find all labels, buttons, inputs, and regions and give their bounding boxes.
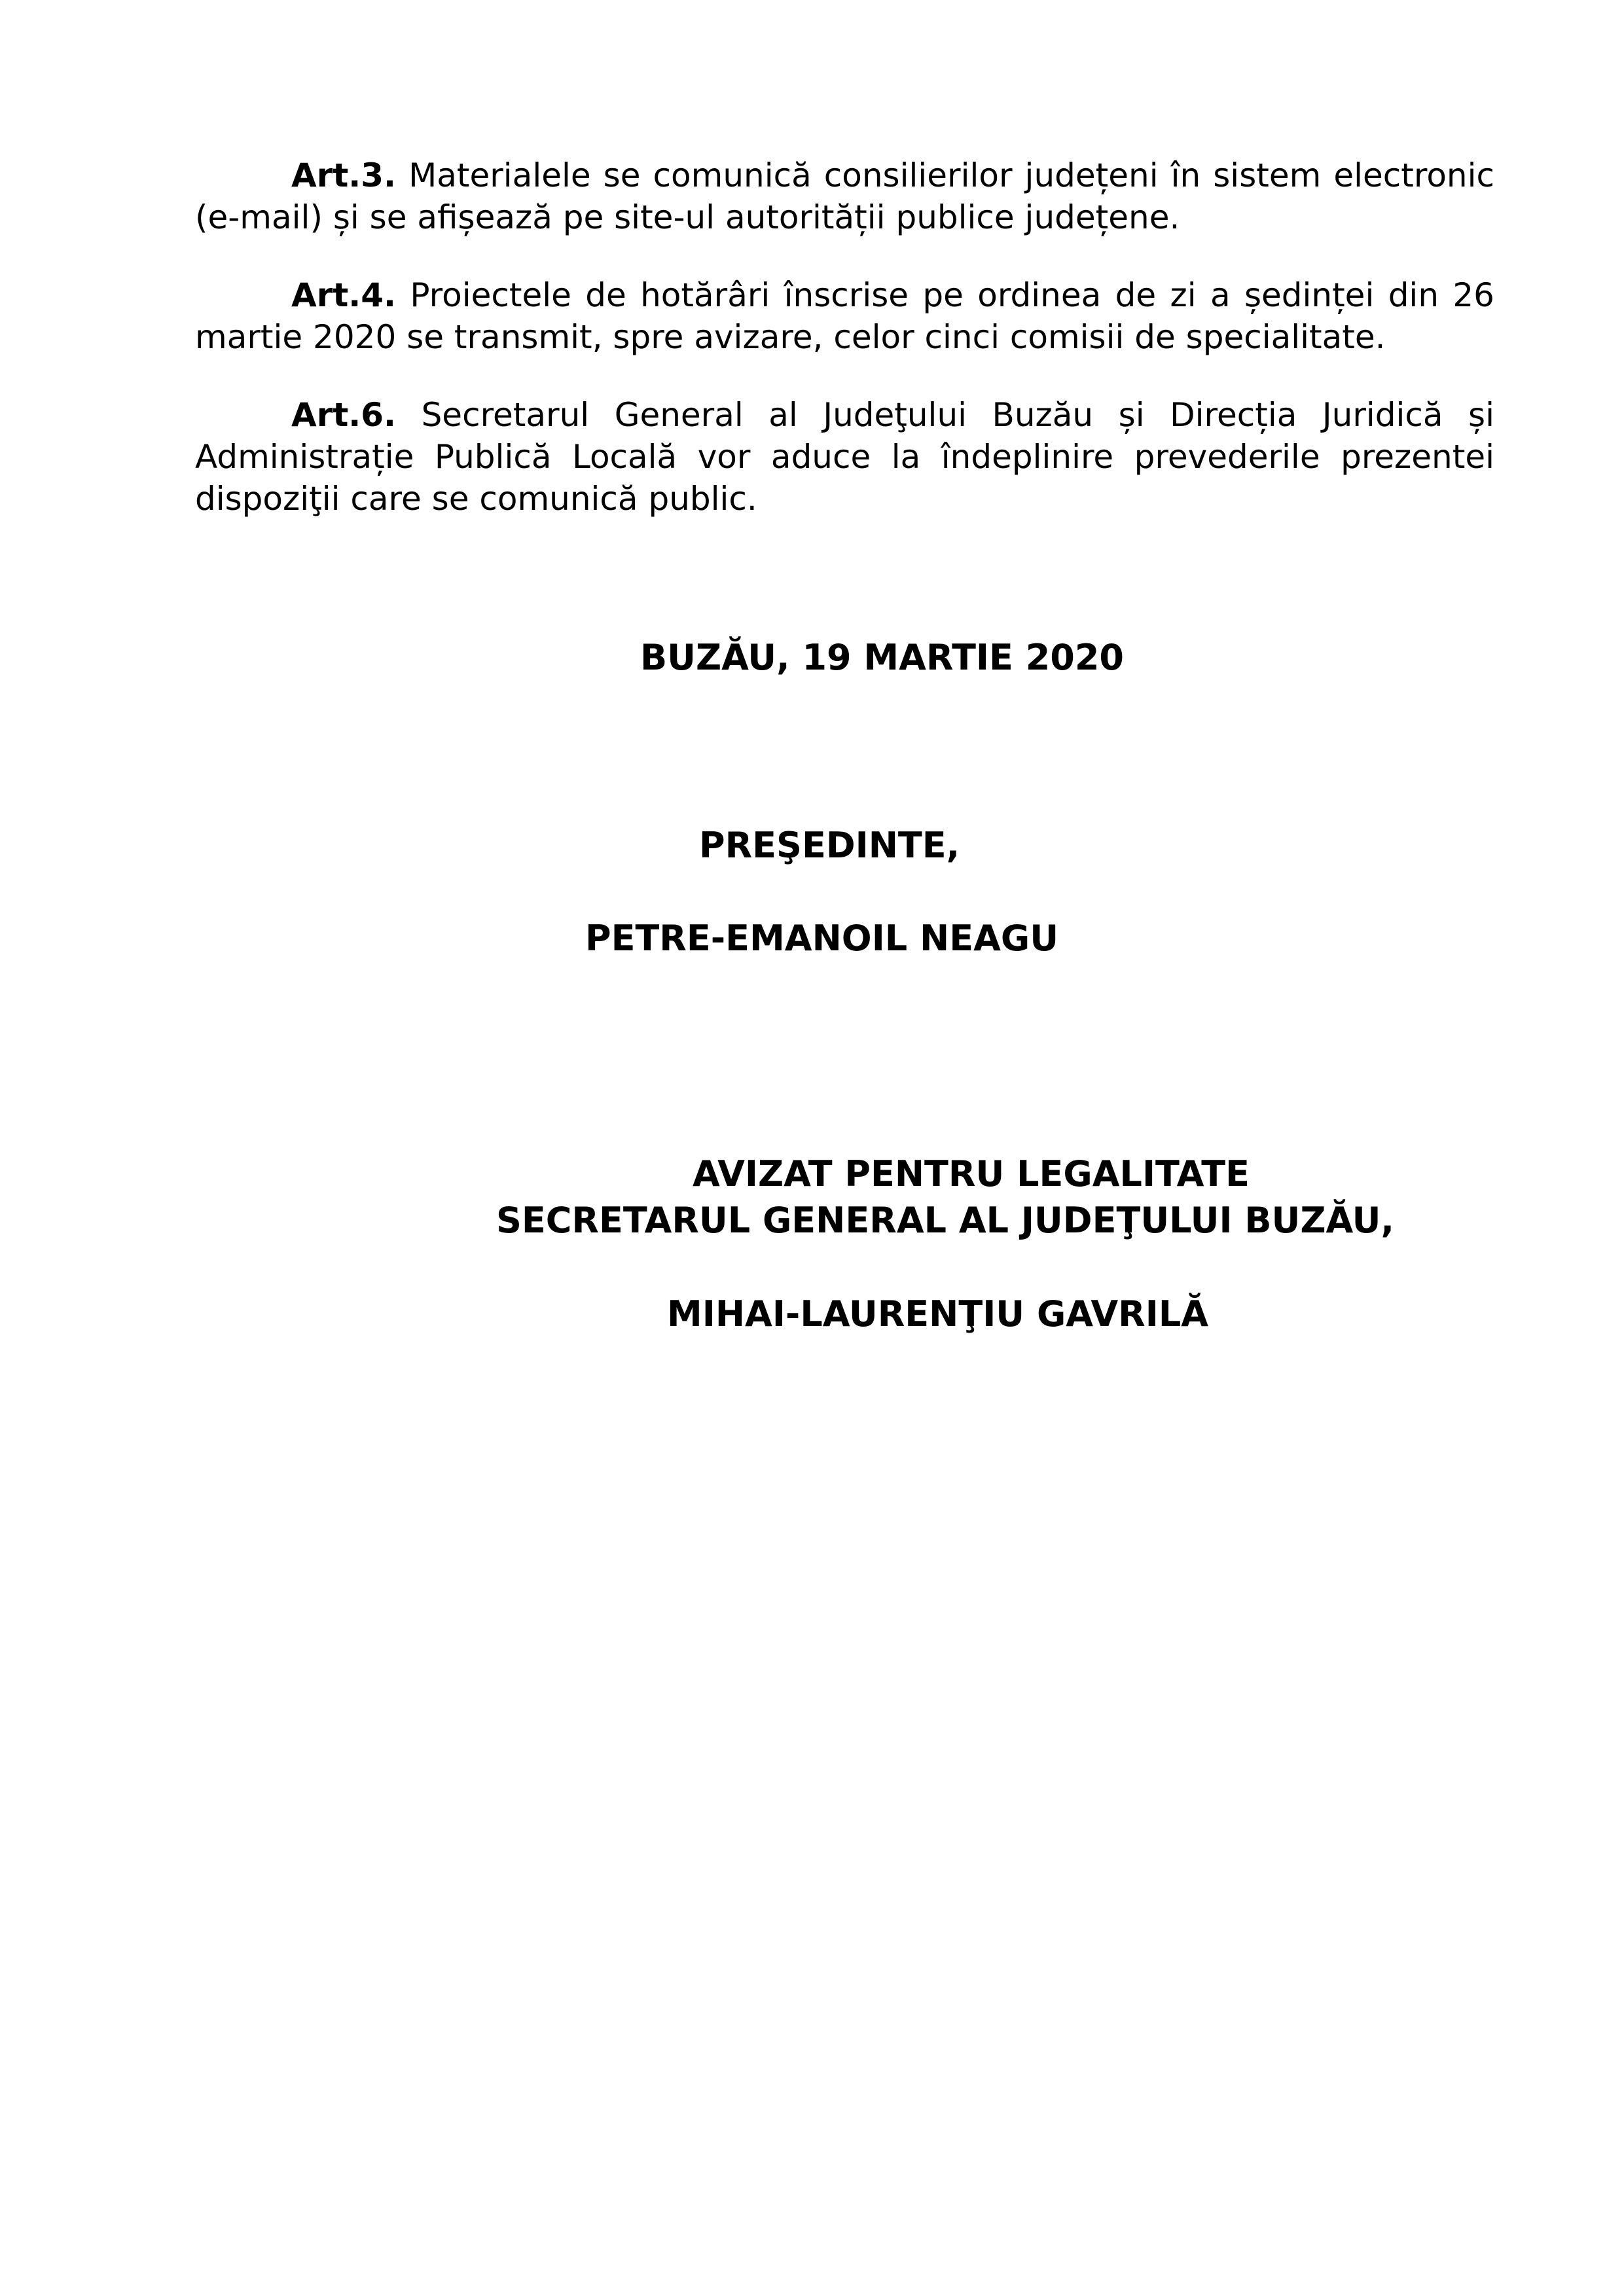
president-title: PREŞEDINTE, (699, 825, 960, 866)
article-label: Art.3. (291, 156, 397, 194)
article-3 (195, 154, 1494, 238)
article-text: Materialele se comunică consilierilor județeni în sistem electronic (e-mail) și se afișează pe site-ul autorității publice județene. (195, 156, 1494, 236)
legality-approval: AVIZAT PENTRU LEGALITATE (693, 1153, 1250, 1194)
date-place: BUZĂU, 19 MARTIE 2020 (640, 637, 1124, 678)
article-text: Secretarul General al Judeţului Buzău și Direcția Juridică și Administrație Publică Locală vor aduce la îndeplinire prevederile prezentei dispoziţii care se comunică public. (195, 396, 1494, 518)
article-text: Proiectele de hotărâri înscrise pe ordinea de zi a ședinței din 26 martie 2020 se transmit, spre avizare, celor cinci comisii de specialitate. (195, 276, 1494, 356)
article-label: Art.6. (291, 396, 397, 434)
article-6 (195, 394, 1494, 520)
secretary-general-name: MIHAI-LAURENŢIU GAVRILĂ (667, 1293, 1209, 1335)
secretary-general-title: SECRETARUL GENERAL AL JUDEŢULUI BUZĂU, (496, 1200, 1395, 1241)
president-name: PETRE-EMANOIL NEAGU (585, 918, 1059, 959)
article-4 (195, 274, 1494, 358)
article-label: Art.4. (291, 276, 397, 314)
